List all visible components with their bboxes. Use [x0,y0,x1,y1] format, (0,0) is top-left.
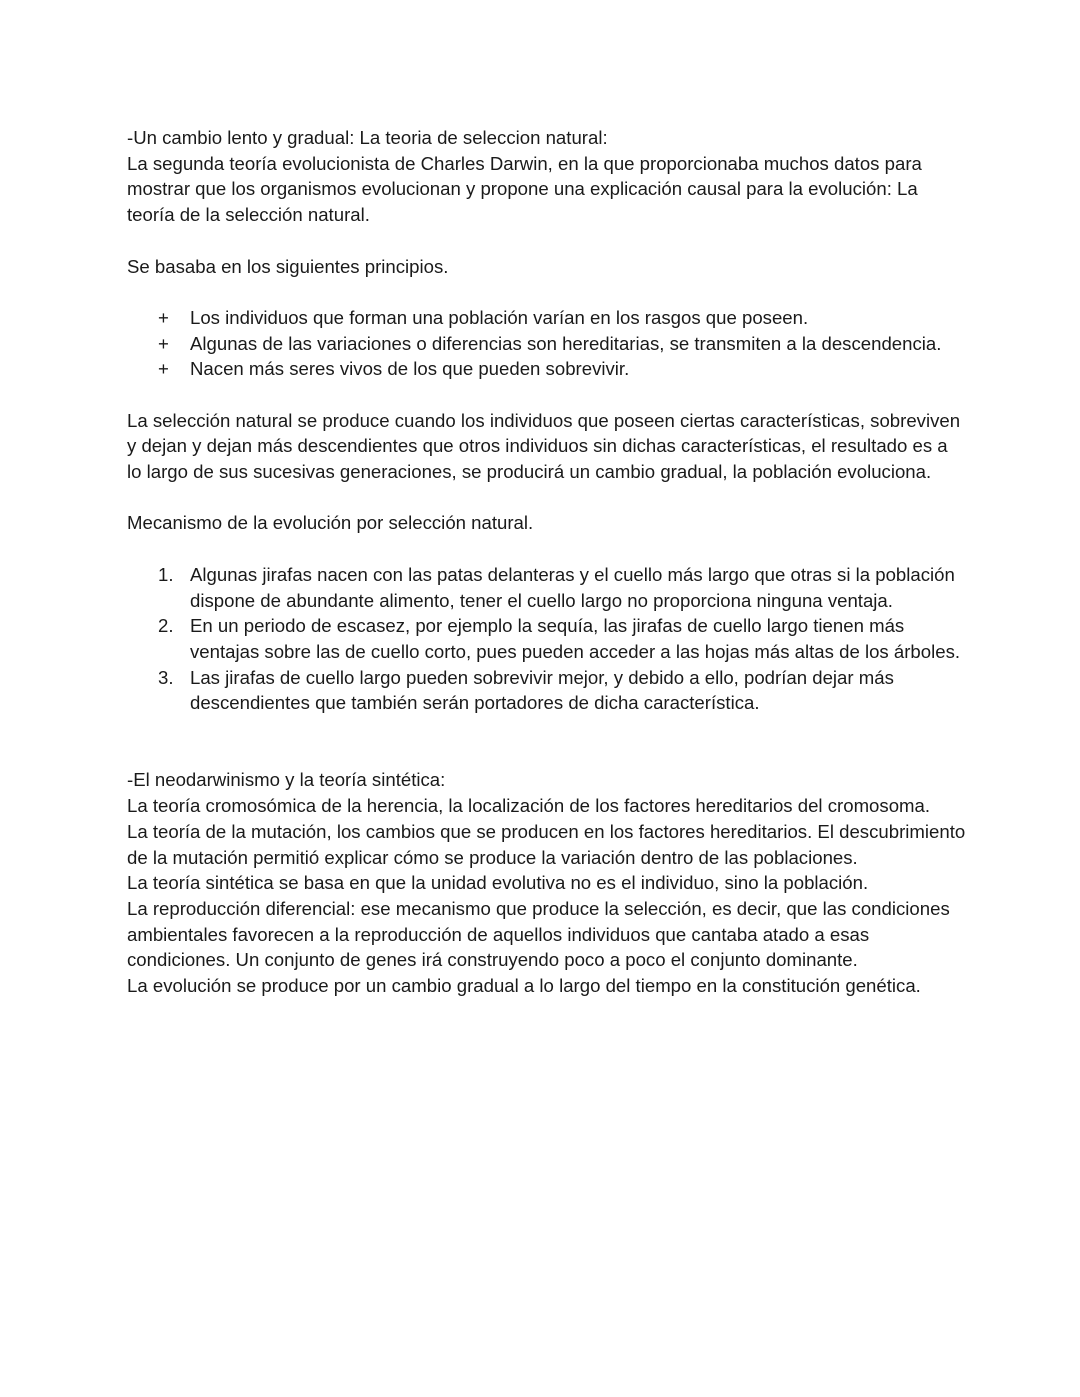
list-item-text: Algunas de las variaciones o diferencias son hereditarias, se transmiten a la descendencia. [190,332,942,354]
list-item-text: Nacen más seres vivos de los que pueden sobrevivir. [190,358,630,380]
plus-bullet: + [158,332,169,354]
list-item [127,331,967,357]
spacer [127,382,967,408]
list-item [127,305,967,331]
spacer [127,279,967,305]
list-item-text: Las jirafas de cuello largo pueden sobrevivir mejor, y debido a ello, podrían dejar más descendientes que también serán portadores de dicha característica. [190,666,894,714]
list-number: 1. [158,563,174,585]
list-item [127,356,967,382]
principles-list [127,305,967,382]
natural-selection-paragraph: La selección natural se produce cuando los individuos que poseen ciertas características, sobreviven y dejan y dejan más descendientes que otros individuos sin dichas características, el resultado es a lo largo de sus sucesivas generaciones, se producirá un cambio gradual, la población evoluciona. [127,409,961,483]
plus-bullet: + [158,358,169,380]
list-item-text: Algunas jirafas nacen con las patas delanteras y el cuello más largo que otras si la población dispone de abundante alimento, tener el cuello largo no proporciona ninguna ventaja. [190,563,955,611]
section2-paragraph: La reproducción diferencial: ese mecanismo que produce la selección, es decir, que las condiciones ambientales favorecen a la reproducción de aquellos individuos que cantaba atado a esas condiciones. Un conjunto de genes irá construyendo poco a poco el conjunto dominante. [127,898,950,971]
list-number: 3. [158,666,174,688]
spacer [127,228,967,254]
plus-bullet: + [158,306,169,328]
section2-paragraph: La teoría sintética se basa en que la unidad evolutiva no es el individuo, sino la población. [127,872,869,894]
list-item [127,562,967,613]
list-item-text: En un periodo de escasez, por ejemplo la sequía, las jirafas de cuello largo tienen más ventajas sobre las de cuello corto, pues pueden acceder a las hojas más altas de los árboles. [190,615,961,662]
spacer [127,716,967,767]
section2-heading: -El neodarwinismo y la teoría sintética: [127,769,446,791]
section2-paragraph: La teoría cromosómica de la herencia, la localización de los factores hereditarios del cromosoma. [127,795,931,817]
mechanism-intro: Mecanismo de la evolución por selección natural. [127,512,534,534]
section1-heading: -Un cambio lento y gradual: La teoria de seleccion natural: [127,127,608,148]
list-item [127,665,967,716]
document-page [127,125,967,999]
mechanism-list [127,562,967,716]
list-number: 2. [158,615,174,637]
principles-intro: Se basaba en los siguientes principios. [127,255,449,277]
section2-paragraph: La evolución se produce por un cambio gradual a lo largo del tiempo en la constitución genética. [127,975,921,997]
section1-intro: La segunda teoría evolucionista de Charles Darwin, en la que proporcionaba muchos datos para mostrar que los organismos evolucionan y propone una explicación causal para la evolución: La teoría de la selección natural. [127,152,922,226]
section2-paragraph: La teoría de la mutación, los cambios que se producen en los factores hereditarios. El descubrimiento de la mutación permitió explicar cómo se produce la variación dentro de las poblaciones. [127,820,966,868]
list-item-text: Los individuos que forman una población varían en los rasgos que poseen. [190,306,809,328]
spacer [127,485,967,511]
list-item [127,613,967,664]
spacer [127,536,967,562]
